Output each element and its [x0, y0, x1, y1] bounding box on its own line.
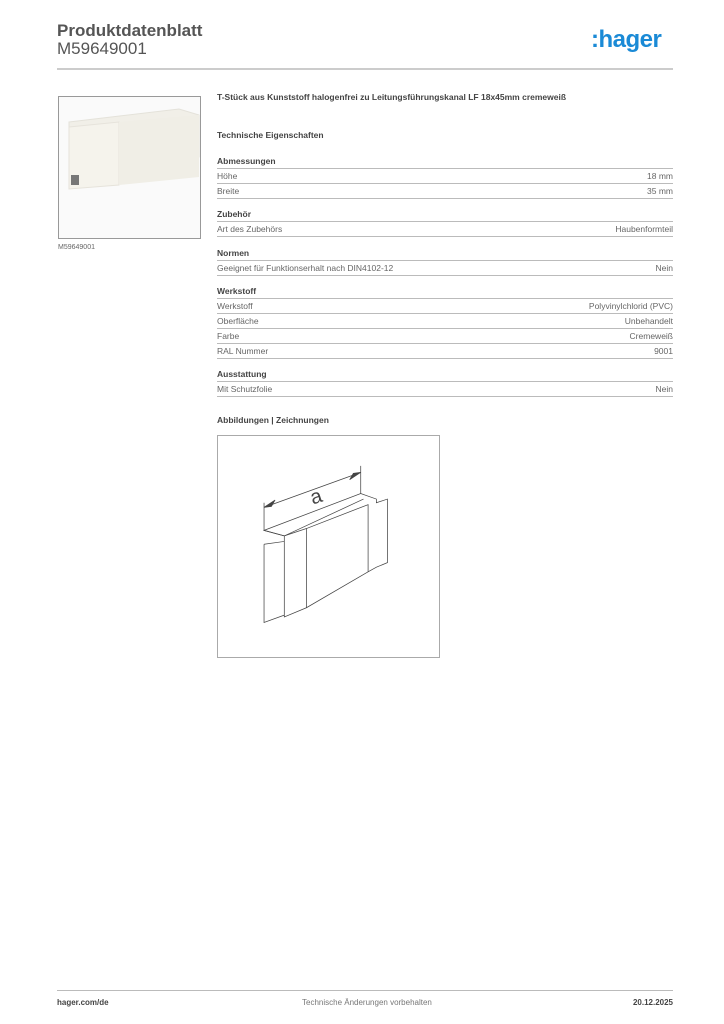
page-title: Produktdatenblatt — [57, 21, 203, 40]
table-row — [217, 222, 673, 237]
group-werkstoff — [217, 284, 673, 359]
product-description: T-Stück aus Kunststoff halogenfrei zu Leitungsführungskanal LF 18x45mm cremeweiß — [217, 92, 567, 102]
group-ausstattung — [217, 367, 673, 397]
group-zubehoer — [217, 207, 673, 237]
hager-logo: :hager — [591, 26, 662, 53]
row-value: Nein — [655, 384, 673, 394]
section-title: Technische Eigenschaften — [217, 130, 324, 140]
row-value: Nein — [655, 263, 673, 273]
image-caption: M59649001 — [58, 244, 95, 251]
group-title: Normen — [217, 246, 673, 261]
row-label: Oberfläche — [217, 316, 259, 326]
group-normen — [217, 246, 673, 276]
footer-note: Technische Änderungen vorbehalten — [302, 998, 432, 1007]
row-value: 35 mm — [647, 186, 673, 196]
footer-divider — [57, 990, 673, 991]
footer-website[interactable]: hager.com/de — [57, 998, 109, 1007]
table-row — [217, 261, 673, 276]
row-label: Höhe — [217, 171, 238, 181]
row-value: Haubenformteil — [615, 224, 673, 234]
table-row — [217, 382, 673, 397]
row-label: RAL Nummer — [217, 346, 269, 356]
row-value: Unbehandelt — [624, 316, 673, 326]
table-row — [217, 299, 673, 314]
footer-date: 20.12.2025 — [632, 998, 673, 1007]
row-value: Cremeweiß — [629, 331, 673, 341]
table-row — [217, 169, 673, 184]
product-code: M59649001 — [57, 39, 147, 58]
row-label: Breite — [217, 186, 240, 196]
row-label: Mit Schutzfolie — [217, 384, 273, 394]
group-title: Zubehör — [217, 207, 673, 222]
dimension-label: a — [307, 485, 325, 510]
row-label: Geeignet für Funktionserhalt nach DIN4102-12 — [217, 263, 394, 273]
group-title: Ausstattung — [217, 367, 673, 382]
row-value: Polyvinylchlorid (PVC) — [588, 301, 673, 311]
row-label: Werkstoff — [217, 301, 253, 311]
table-row — [217, 314, 673, 329]
row-label: Art des Zubehörs — [217, 224, 283, 234]
row-value: 18 mm — [647, 171, 673, 181]
group-title: Werkstoff — [217, 284, 673, 299]
product-image — [58, 96, 201, 239]
group-title: Abmessungen — [217, 154, 673, 169]
table-row — [217, 329, 673, 344]
drawings-title: Abbildungen | Zeichnungen — [217, 415, 329, 425]
table-row — [217, 344, 673, 359]
technical-drawing — [217, 435, 440, 658]
table-row — [217, 184, 673, 199]
group-abmessungen — [217, 154, 673, 199]
row-label: Farbe — [217, 331, 240, 341]
header-divider — [57, 68, 673, 70]
row-value: 9001 — [654, 346, 673, 356]
